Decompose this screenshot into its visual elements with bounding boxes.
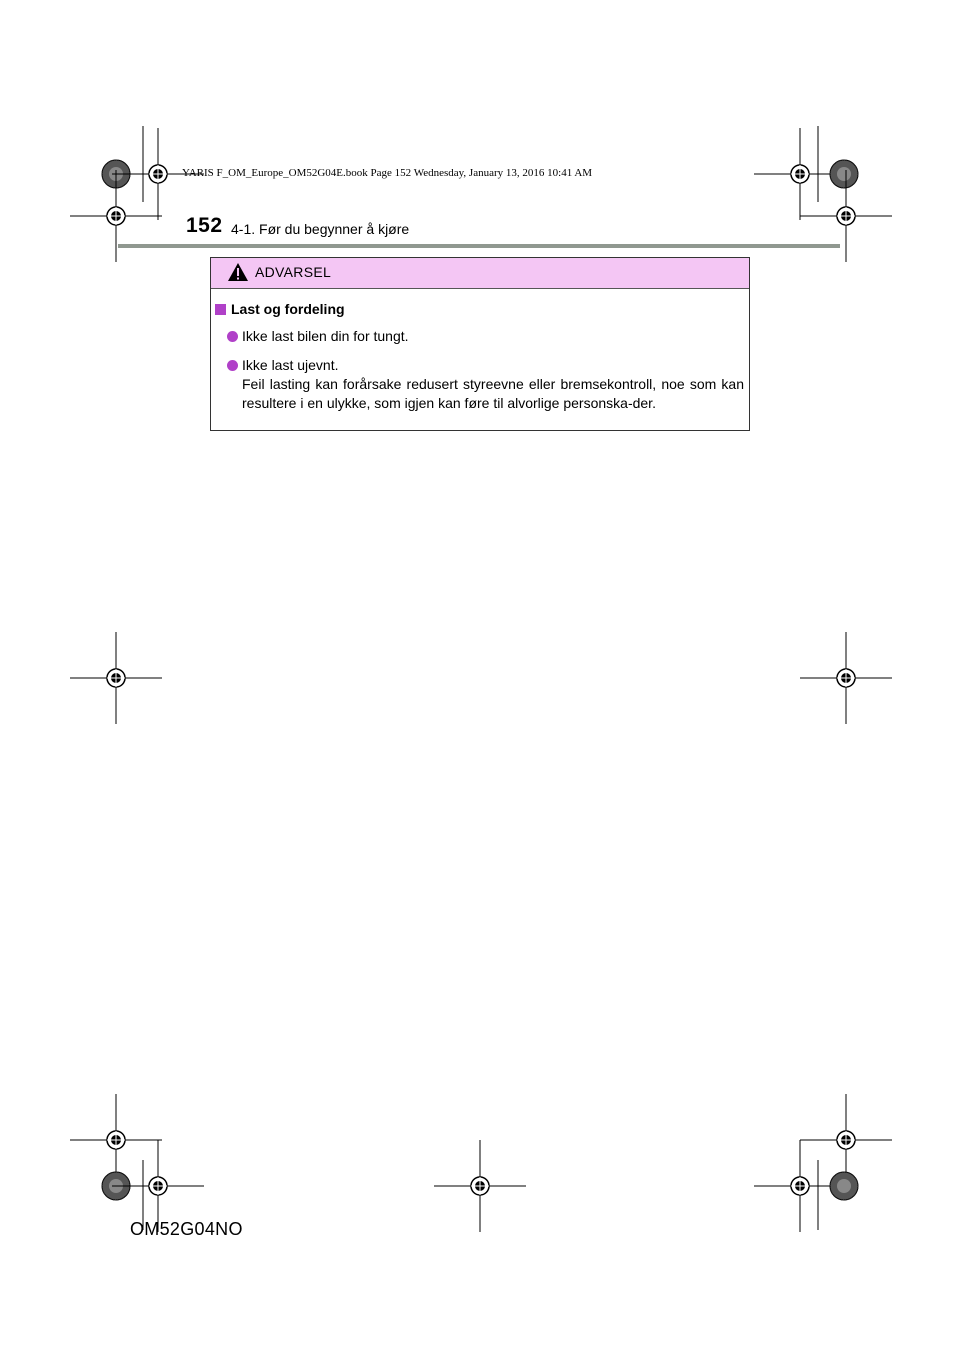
footer-code: OM52G04NO [130,1219,243,1239]
list-item-text: Ikke last ujevnt. [242,357,339,373]
warning-triangle-icon [227,262,249,282]
warning-heading-text: Last og fordeling [231,301,345,317]
bullet-icon [227,331,238,342]
warning-box [210,257,750,431]
warning-heading [215,301,345,317]
square-bullet-icon [215,304,226,315]
print-info: YARIS F_OM_Europe_OM52G04E.book Page 152 Wednesday, January 13, 2016 10:41 AM [182,167,593,179]
list-item-text: Ikke last bilen din for tungt. [242,328,409,344]
warning-header [211,258,749,289]
list-item-text: Feil lasting kan forårsake redusert styreevne eller bremsekontroll, noe som kan resultere i en ulykke, som igjen kan føre til alvorlige personska-der. [242,376,744,411]
warning-title: ADVARSEL [255,264,332,280]
page-number: 152 [186,214,223,237]
section-title: 4-1. Før du begynner å kjøre [231,221,410,237]
header-rule [118,244,840,248]
bullet-icon [227,360,238,371]
